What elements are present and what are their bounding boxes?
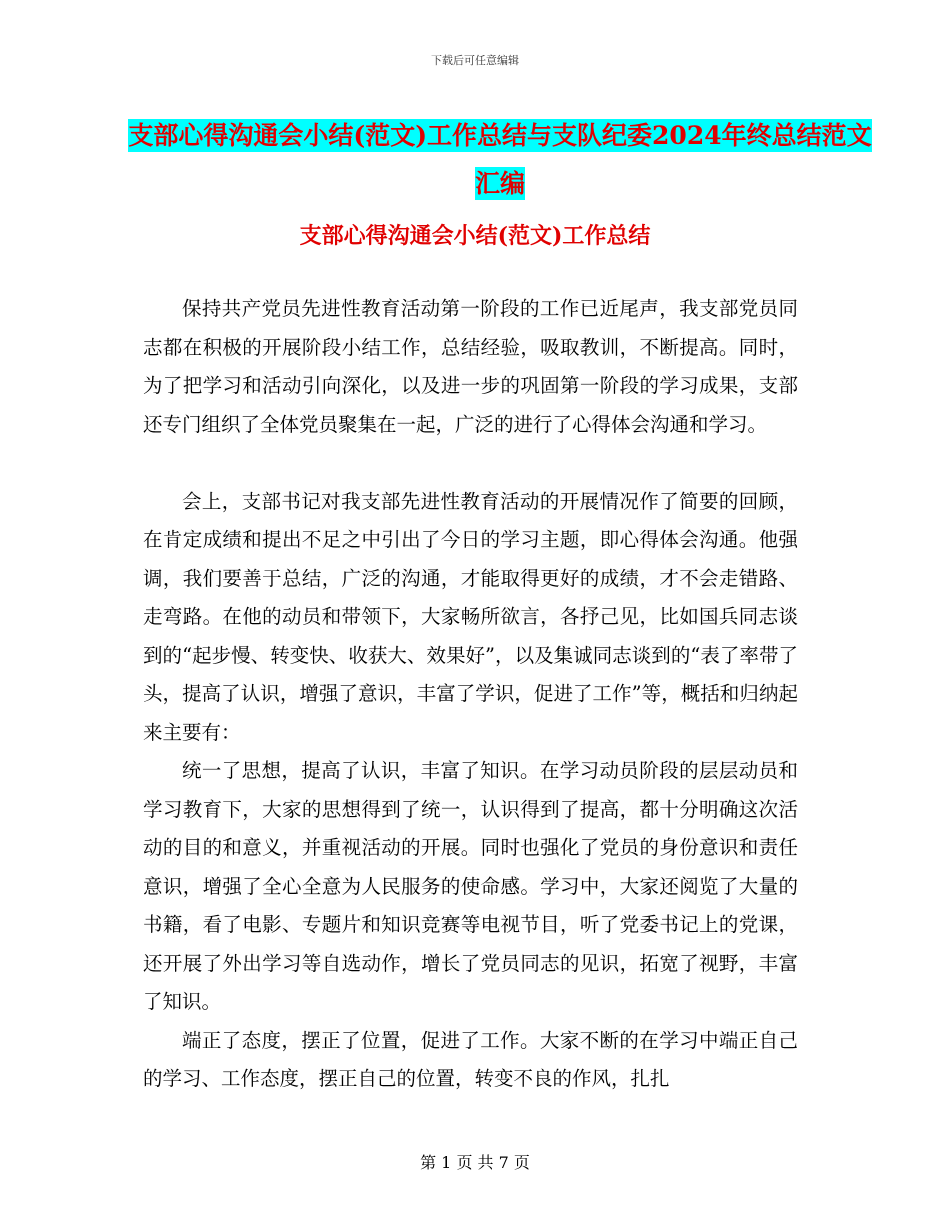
paragraph-3: 统一了思想，提高了认识，丰富了知识。在学习动员阶段的层层动员和学习教育下，大家的思想得到了统一，认识得到了提高，都十分明确这次活动的目的和意义，并重视活动的开展。同时也强化了党员的身份意识和责任意识，增强了全心全意为人民服务的使命感。学习中，大家还阅览了大量的书籍，看了电影、专题片和知识竞赛等电视节目，听了党委书记上的党课，还开展了外出学习等自选动作，增长了党员同志的见识，拓宽了视野，丰富了知识。 bbox=[143, 759, 798, 1013]
document-body bbox=[143, 290, 798, 1099]
paragraph-4: 端正了态度，摆正了位置，促进了工作。大家不断的在学习中端正自己的学习、工作态度，摆正自己的位置，转变不良的作风，扎扎 bbox=[143, 1028, 798, 1090]
document-title bbox=[120, 112, 880, 208]
page-number: 第 1 页 共 7 页 bbox=[420, 1153, 530, 1172]
section-title: 支部心得沟通会小结(范文)工作总结 bbox=[299, 223, 651, 249]
header-note: 下载后可任意编辑 bbox=[431, 54, 519, 67]
document-title-text: 支部心得沟通会小结(范文)工作总结与支队纪委2024年终总结范文汇编 bbox=[128, 121, 872, 198]
paragraph-2: 会上，支部书记对我支部先进性教育活动的开展情况作了简要的回顾，在肯定成绩和提出不足之中引出了今日的学习主题，即心得体会沟通。他强调，我们要善于总结，广泛的沟通，才能取得更好的成绩，才不会走错路、走弯路。在他的动员和带领下，大家畅所欲言，各抒己见，比如国兵同志谈到的“起步慢、转变快、收获大、效果好”，以及集诚同志谈到的“表了率带了头，提高了认识，增强了意识，丰富了学识，促进了工作”等，概括和归纳起来主要有： bbox=[143, 489, 798, 744]
paragraph-1: 保持共产党员先进性教育活动第一阶段的工作已近尾声，我支部党员同志都在积极的开展阶段小结工作，总结经验，吸取教训，不断提高。同时，为了把学习和活动引向深化，以及进一步的巩固第一阶段的学习成果，支部还专门组织了全体党员聚集在一起，广泛的进行了心得体会沟通和学习。 bbox=[143, 297, 798, 436]
